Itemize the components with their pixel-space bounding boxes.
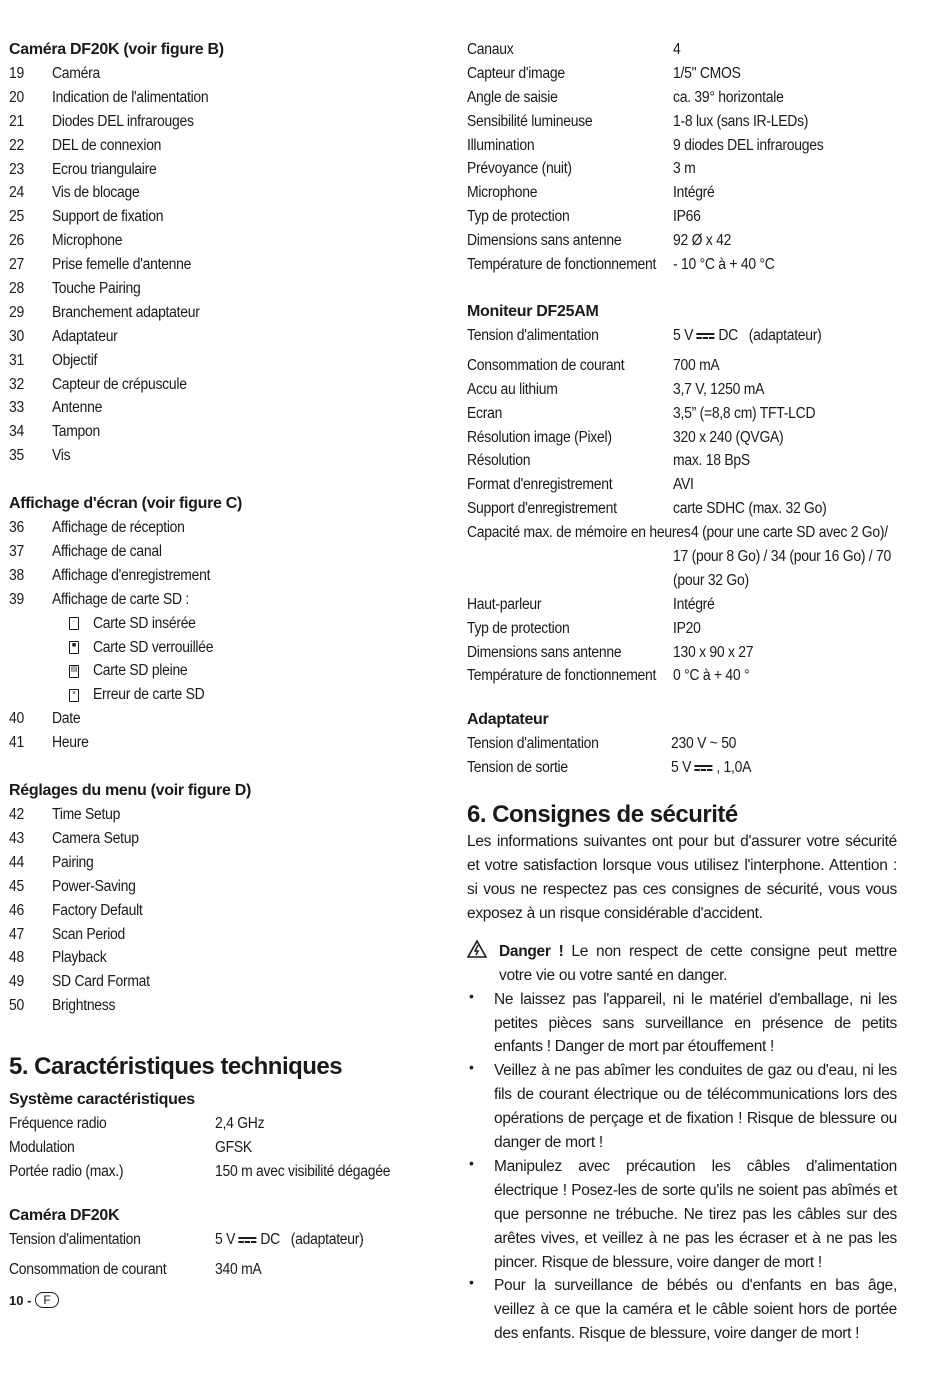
list-item <box>9 277 424 301</box>
list-item <box>9 181 424 205</box>
spec-row <box>9 1160 424 1184</box>
monitor-heading: Moniteur DF25AM <box>467 302 599 320</box>
list-item <box>9 707 424 731</box>
item-number: 38 <box>9 566 24 584</box>
sd-error-icon: × <box>69 689 79 702</box>
list-item <box>9 325 424 349</box>
item-label: DEL de connexion <box>52 136 162 154</box>
sd-status-item <box>9 683 424 707</box>
safety-bullet <box>467 1155 897 1275</box>
list-item <box>9 803 424 827</box>
spec-value: 5 V DC (adaptateur) <box>215 1230 364 1248</box>
item-number: 50 <box>9 997 24 1015</box>
spec-row <box>467 62 897 86</box>
item-label: Scan Period <box>52 925 126 943</box>
spec-value: 150 m avec visibilité dégagée <box>215 1162 391 1180</box>
spec-key: Consommation de courant <box>467 356 625 374</box>
item-number: 25 <box>9 208 24 226</box>
safety-bullet <box>467 988 897 1060</box>
spec-row <box>467 134 897 158</box>
item-label: Diodes DEL infrarouges <box>52 112 194 130</box>
spec-row <box>9 1136 424 1160</box>
spec-value: GFSK <box>215 1138 252 1156</box>
list-item <box>9 205 424 229</box>
spec-value: IP66 <box>673 208 701 226</box>
spec-row <box>467 229 897 253</box>
item-number: 31 <box>9 351 24 369</box>
capacity-row <box>467 521 897 545</box>
item-number: 26 <box>9 232 24 250</box>
item-label: Prise femelle d'antenne <box>52 256 192 274</box>
dc-symbol-icon <box>695 764 713 772</box>
sd-status-item <box>9 659 424 683</box>
item-label: Vis <box>52 447 71 465</box>
spec-key: Tension d'alimentation <box>9 1230 141 1248</box>
list-item <box>9 970 424 994</box>
sd-locked-icon: ■ <box>69 641 79 654</box>
spec-value: Intégré <box>673 184 715 202</box>
spec-key: Capteur d'image <box>467 64 565 82</box>
spec-key: Haut-parleur <box>467 595 542 613</box>
spec-value: 340 mA <box>215 1260 262 1278</box>
spec-value: 9 diodes DEL infrarouges <box>673 136 824 154</box>
list-item <box>9 420 424 444</box>
item-label: Factory Default <box>52 901 143 919</box>
list-item <box>9 396 424 420</box>
bullet-text: Manipulez avec précaution les câbles d'alimentation électrique ! Posez-les de sorte qu'ils ne soient pas abîmés et que personne ne trébuche. Ne tirez pas les câbles sur des arêtes vives, et veillez à ne pas les écraser et à ne pas les pincer. Risque de blessure, voire danger de mort ! <box>494 1157 897 1271</box>
danger-notice <box>467 940 897 988</box>
item-number: 46 <box>9 901 24 919</box>
item-label: Heure <box>52 734 89 752</box>
adapter-output-row <box>467 756 897 780</box>
item-number: 45 <box>9 877 24 895</box>
spec-key: Prévoyance (nuit) <box>467 160 572 178</box>
spec-value: carte SDHC (max. 32 Go) <box>673 500 827 518</box>
spec-key: Fréquence radio <box>9 1115 107 1133</box>
spec-value: 17 (pour 8 Go) / 34 (pour 16 Go) / 70 <box>673 548 891 566</box>
sd-status-item <box>9 612 424 636</box>
item-number: 41 <box>9 734 24 752</box>
spec-key: Capacité max. de mémoire en heures <box>467 524 691 542</box>
spec-row <box>467 402 897 426</box>
item-number: 43 <box>9 829 24 847</box>
spec-value: 230 V ~ 50 <box>671 735 737 753</box>
item-number: 27 <box>9 256 24 274</box>
bullet-dot-icon: • <box>469 1154 474 1171</box>
item-number: 48 <box>9 949 24 967</box>
capacity-row-3 <box>467 569 897 593</box>
spec-value: 5 V , 1,0A <box>671 759 752 777</box>
item-label: Objectif <box>52 351 98 369</box>
spec-key: Température de fonctionnement <box>467 667 657 685</box>
item-label: Vis de blocage <box>52 184 140 202</box>
item-number: 29 <box>9 303 24 321</box>
spec-key: Canaux <box>467 41 514 58</box>
menu-list <box>9 803 424 1018</box>
spec-row <box>467 449 897 473</box>
item-label: Microphone <box>52 232 123 250</box>
spec-value: 130 x 90 x 27 <box>673 643 754 661</box>
list-item <box>9 349 424 373</box>
safety-bullet <box>467 1274 897 1346</box>
menu-heading: Réglages du menu (voir figure D) <box>9 782 251 800</box>
section-5-title: 5. Caractéristiques techniques <box>9 1053 343 1081</box>
item-label: Indication de l'alimentation <box>52 88 209 106</box>
dc-symbol-icon <box>697 332 715 340</box>
spec-value: - 10 °C à + 40 °C <box>673 256 775 274</box>
sd-full-icon: ▤ <box>69 665 79 678</box>
item-label: Power-Saving <box>52 877 136 895</box>
spec-key: Angle de saisie <box>467 88 558 106</box>
sd-status-label: Carte SD insérée <box>93 614 196 632</box>
spec-key: Tension d'alimentation <box>467 735 599 753</box>
right-column <box>467 38 897 1346</box>
bullet-text: Veillez à ne pas abîmer les conduites de gaz ou d'eau, ni les fils de courant électrique ou de télécommunications lors des opérations de perçage et de fixation ! Risque de blessure ou danger de mort ! <box>494 1062 897 1152</box>
item-number: 23 <box>9 160 24 178</box>
item-number: 39 <box>9 590 24 608</box>
spec-key: Tension de sortie <box>467 759 568 777</box>
item-label: Ecrou triangulaire <box>52 160 157 178</box>
spec-row <box>467 38 897 62</box>
spec-key: Illumination <box>467 136 535 154</box>
spec-row <box>9 1112 424 1136</box>
spec-row <box>467 157 897 181</box>
spec-value: 5 V DC (adaptateur) <box>673 326 822 344</box>
display-list-2 <box>9 707 424 755</box>
list-item <box>9 731 424 755</box>
item-number: 28 <box>9 280 24 298</box>
list-item <box>9 516 424 540</box>
item-number: 37 <box>9 543 24 561</box>
item-number: 44 <box>9 853 24 871</box>
camera-current-row <box>9 1258 424 1282</box>
spec-value: 3 m <box>673 160 696 178</box>
spec-key: Température de fonctionnement <box>467 256 657 274</box>
spec-key: Résolution image (Pixel) <box>467 428 612 446</box>
item-label: Touche Pairing <box>52 280 141 298</box>
list-item <box>9 540 424 564</box>
item-number: 42 <box>9 806 24 824</box>
sd-card-list <box>9 612 424 708</box>
spec-value: 3,5” (=8,8 cm) TFT-LCD <box>673 404 816 422</box>
spec-value: 1/5" CMOS <box>673 64 741 82</box>
sd-status-label: Carte SD verrouillée <box>93 638 214 656</box>
spec-key: Typ de protection <box>467 619 570 637</box>
camera-supply-row <box>9 1228 424 1258</box>
spec-row <box>467 378 897 402</box>
item-number: 22 <box>9 136 24 154</box>
list-item <box>9 229 424 253</box>
list-item <box>9 301 424 325</box>
spec-key: Tension d'alimentation <box>467 326 599 344</box>
spec-value: ca. 39° horizontale <box>673 88 784 106</box>
spec-key: Dimensions sans antenne <box>467 232 622 250</box>
item-label: Adaptateur <box>52 327 118 345</box>
spec-key: Résolution <box>467 452 531 470</box>
system-specs <box>9 1112 424 1184</box>
item-label: SD Card Format <box>52 973 150 991</box>
spec-row <box>467 253 897 277</box>
item-number: 30 <box>9 327 24 345</box>
bullet-text: Ne laissez pas l'appareil, ni le matériel d'emballage, ni les petites pièces sans surveillance en présence de petits enfants ! Danger de mort par étouffement ! <box>494 990 897 1056</box>
spec-row <box>467 617 897 641</box>
spec-key: Dimensions sans antenne <box>467 643 622 661</box>
spec-row <box>467 426 897 450</box>
system-heading: Système caractéristiques <box>9 1091 195 1109</box>
spec-value: (pour 32 Go) <box>673 571 749 589</box>
item-number: 35 <box>9 447 24 465</box>
monitor-supply-row <box>467 324 897 354</box>
item-number: 21 <box>9 112 24 130</box>
page-number: 10 - <box>9 1292 32 1308</box>
camera-parts-list <box>9 62 424 468</box>
spec-key: Typ de protection <box>467 208 570 226</box>
item-label: Camera Setup <box>52 829 139 847</box>
item-label: Brightness <box>52 997 116 1015</box>
list-item <box>9 946 424 970</box>
list-item <box>9 62 424 86</box>
spec-row <box>467 473 897 497</box>
item-label: Playback <box>52 949 107 967</box>
display-heading: Affichage d'écran (voir figure C) <box>9 495 243 513</box>
list-item <box>9 851 424 875</box>
bullet-dot-icon: • <box>469 1274 474 1291</box>
spec-key: Ecran <box>467 404 503 422</box>
item-label: Tampon <box>52 423 101 441</box>
section-6-title: 6. Consignes de sécurité <box>467 801 738 829</box>
spec-key: Portée radio (max.) <box>9 1162 124 1180</box>
list-item <box>9 899 424 923</box>
list-item <box>9 875 424 899</box>
sd-status-label: Erreur de carte SD <box>93 686 205 704</box>
item-number: 33 <box>9 399 24 417</box>
item-label: Capteur de crépuscule <box>52 375 187 393</box>
item-number: 24 <box>9 184 24 202</box>
bullet-dot-icon: • <box>469 987 474 1004</box>
list-item <box>9 827 424 851</box>
left-column <box>9 38 424 1282</box>
sd-inserted-icon: · <box>69 617 79 630</box>
spec-row <box>467 497 897 521</box>
item-label: Antenne <box>52 399 103 417</box>
list-item <box>9 158 424 182</box>
danger-text: Le non respect de cette consigne peut mettre votre vie ou votre santé en danger. <box>499 942 897 984</box>
spec-value: max. 18 BpS <box>673 452 750 470</box>
display-list <box>9 516 424 612</box>
camera-df20k-heading: Caméra DF20K <box>9 1206 120 1224</box>
list-item <box>9 994 424 1018</box>
item-label: Pairing <box>52 853 94 871</box>
item-label: Date <box>52 710 81 728</box>
list-item <box>9 444 424 468</box>
danger-label: Danger ! <box>499 942 564 960</box>
adapter-supply-row <box>467 732 897 756</box>
spec-value: 4 (pour une carte SD avec 2 Go)/ <box>691 524 888 542</box>
item-label: Affichage de carte SD : <box>52 590 189 608</box>
warning-triangle-icon <box>467 940 492 988</box>
adapter-heading: Adaptateur <box>467 711 549 729</box>
spec-value: 0 °C à + 40 ° <box>673 667 750 685</box>
item-label: Caméra <box>52 65 100 82</box>
spec-key: Support d'enregistrement <box>467 500 617 518</box>
item-label: Affichage d'enregistrement <box>52 566 211 584</box>
spec-value: AVI <box>673 476 694 494</box>
sd-status-item <box>9 636 424 660</box>
list-item <box>9 564 424 588</box>
list-item <box>9 373 424 397</box>
list-item <box>9 86 424 110</box>
spec-key: Consommation de courant <box>9 1260 167 1278</box>
language-badge: F <box>35 1292 58 1308</box>
item-number: 40 <box>9 710 24 728</box>
spec-value: 700 mA <box>673 356 720 374</box>
capacity-row-2 <box>467 545 897 569</box>
spec-key: Sensibilité lumineuse <box>467 112 593 130</box>
safety-bullets <box>467 988 897 1347</box>
spec-value: 1-8 lux (sans IR-LEDs) <box>673 112 809 130</box>
spec-row <box>467 354 897 378</box>
spec-key: Accu au lithium <box>467 380 558 398</box>
safety-bullet <box>467 1059 897 1155</box>
page-footer <box>9 1292 59 1308</box>
camera-parts-heading: Caméra DF20K (voir figure B) <box>9 41 224 58</box>
item-label: Time Setup <box>52 806 121 824</box>
item-number: 36 <box>9 519 24 537</box>
spec-key: Microphone <box>467 184 538 202</box>
monitor-specs-2 <box>467 593 897 689</box>
spec-row <box>467 86 897 110</box>
list-item <box>9 588 424 612</box>
spec-row <box>467 205 897 229</box>
spec-key: Modulation <box>9 1138 75 1156</box>
spec-value: 4 <box>673 41 681 58</box>
spec-key: Format d'enregistrement <box>467 476 613 494</box>
camera-specs <box>467 38 897 277</box>
item-number: 47 <box>9 925 24 943</box>
bullet-dot-icon: • <box>469 1059 474 1076</box>
item-number: 34 <box>9 423 24 441</box>
monitor-specs <box>467 354 897 521</box>
list-item <box>9 134 424 158</box>
item-label: Branchement adaptateur <box>52 303 200 321</box>
spec-value: 320 x 240 (QVGA) <box>673 428 784 446</box>
spec-value: IP20 <box>673 619 701 637</box>
sd-status-label: Carte SD pleine <box>93 662 188 680</box>
spec-row <box>467 181 897 205</box>
dc-symbol-icon <box>239 1236 257 1244</box>
item-label: Support de fixation <box>52 208 164 226</box>
item-number: 20 <box>9 88 24 106</box>
item-label: Affichage de réception <box>52 519 185 537</box>
list-item <box>9 253 424 277</box>
safety-intro: Les informations suivantes ont pour but d'assurer votre sécurité et votre satisfaction lorsque vous utilisez l'interphone. Attention : si vous ne respectez pas ces consignes de sécurité, vous vous exposez à un risque considérable d'accident. <box>467 833 897 922</box>
list-item <box>9 923 424 947</box>
spec-value: 3,7 V, 1250 mA <box>673 380 765 398</box>
spec-value: Intégré <box>673 595 715 613</box>
item-number: 32 <box>9 375 24 393</box>
item-label: Affichage de canal <box>52 543 162 561</box>
spec-value: 2,4 GHz <box>215 1115 265 1133</box>
spec-row <box>467 110 897 134</box>
bullet-text: Pour la surveillance de bébés ou d'enfants en bas âge, veillez à ce que la caméra et le câble soient hors de portée des enfants. Risque de blessure, voire danger de mort ! <box>494 1277 897 1343</box>
spec-row <box>467 664 897 688</box>
spec-row <box>467 641 897 665</box>
item-number: 19 <box>9 65 24 82</box>
spec-row <box>467 593 897 617</box>
list-item <box>9 110 424 134</box>
item-number: 49 <box>9 973 24 991</box>
spec-value: 92 Ø x 42 <box>673 232 732 250</box>
